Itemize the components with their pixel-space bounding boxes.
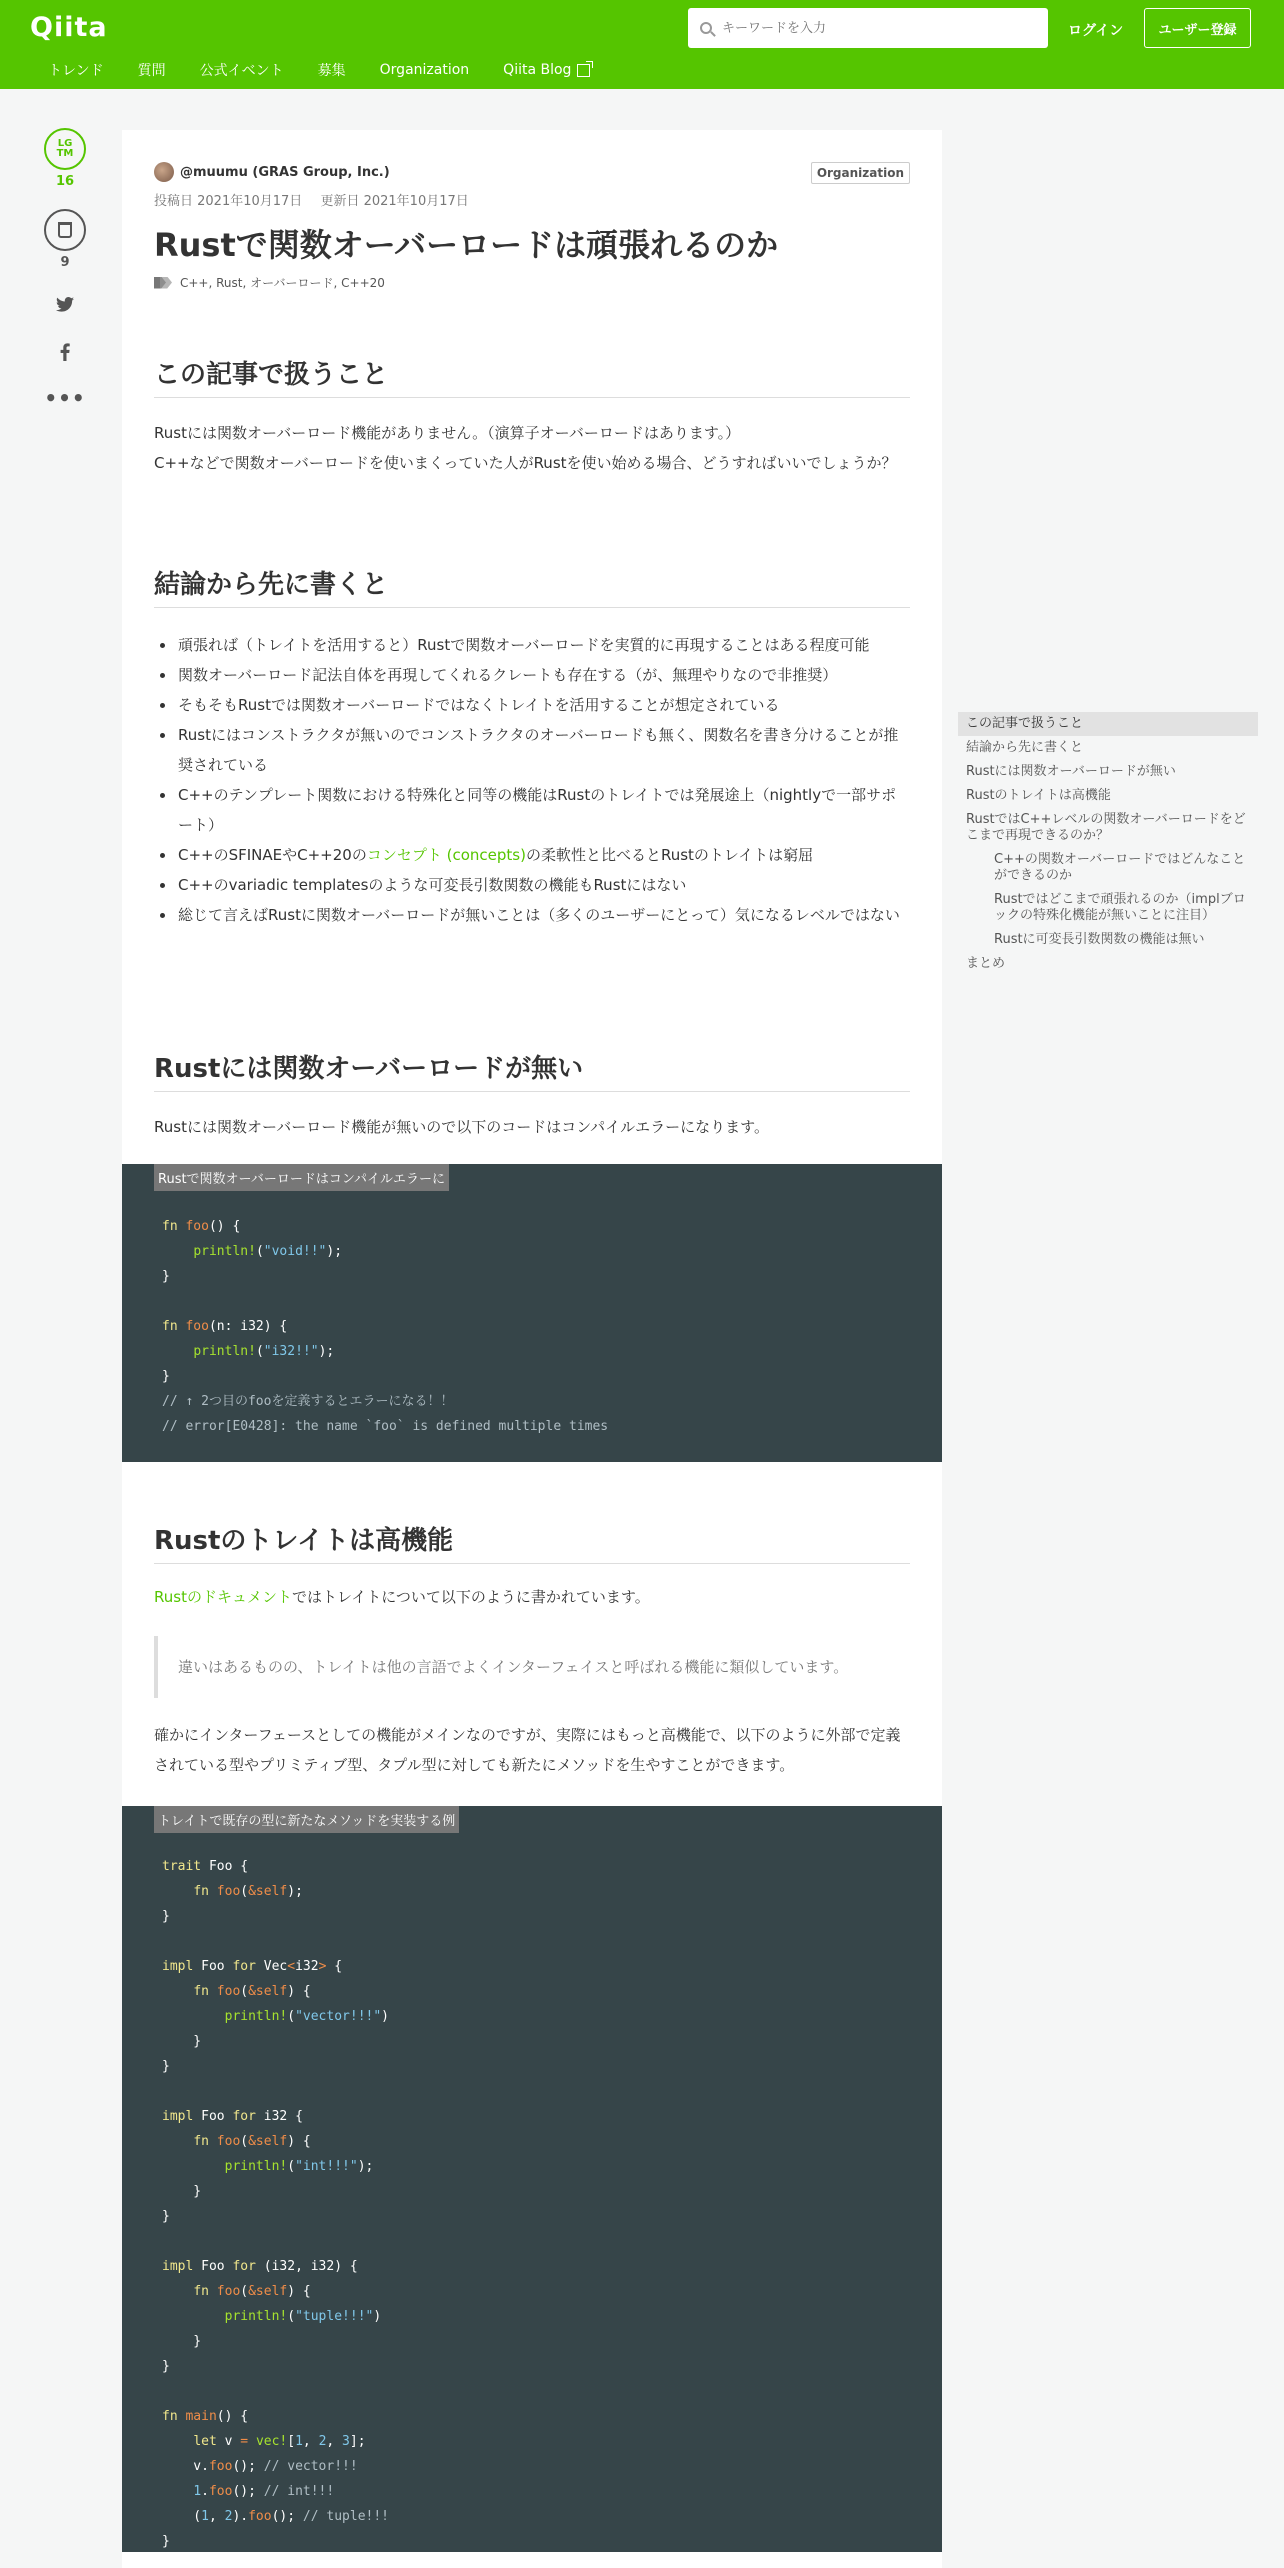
toc-item[interactable]: 結論から先に書くと	[966, 740, 1084, 755]
stock-button[interactable]	[44, 209, 86, 251]
code-content[interactable]: trait Foo { fn foo(&self); } impl Foo for Vec<i32> { fn foo(&self) { println!("vector!!!") } } impl Foo for i32 { fn foo(&self) { println!("int!!!"); } } impl Foo for (i32, i32) { fn foo(&self) { println!("tuple!!!") } } fn main() { let v = vec![1, 2, 3]; v.foo(); // vector!!! 1.foo(); // int!!! (1, 2).foo(); // tuple!!! }	[162, 1859, 389, 2549]
nav-qiita-blog-label: Qiita Blog	[503, 62, 572, 78]
list-item-tail: の柔軟性と比べるとRustのトレイトは窮屈	[525, 846, 814, 864]
section-heading-no-overload: Rustには関数オーバーロードが無い	[154, 1048, 910, 1092]
updated-date: 更新日 2021年10月17日	[320, 194, 469, 209]
article-actions	[44, 128, 86, 410]
facebook-icon[interactable]	[44, 343, 86, 366]
section-heading-scope: この記事で扱うこと	[154, 354, 910, 398]
author-name[interactable]: @muumu (GRAS Group, Inc.)	[180, 164, 390, 180]
toc-item[interactable]: Rustには関数オーバーロードが無い	[966, 764, 1176, 779]
tag-list	[154, 274, 385, 291]
list-item: Rustにはコンストラクタが無いのでコンストラクタのオーバーロードも無く、関数名を書き分けることが推奨されている	[178, 720, 908, 780]
section-trait-intro	[154, 1582, 910, 1612]
qiita-logo[interactable]: Qiita	[30, 12, 108, 43]
code-caption: トレイトで既存の型に新たなメソッドを実装する例	[154, 1806, 459, 1833]
code-content[interactable]: fn foo() { println!("void!!"); } fn foo(n: i32) { println!("i32!!"); } // ↑ 2つ目のfooを定義するとエラーになる！！ // error[E0428]: the name `foo` is defined multiple times	[162, 1219, 609, 1434]
organization-badge[interactable]: Organization	[811, 162, 910, 184]
list-item: 関数オーバーロード記法自体を再現してくれるクレートも存在する（が、無理やりなので非推奨）	[178, 660, 908, 690]
search-box[interactable]	[688, 8, 1048, 48]
section-trait-intro-tail: ではトレイトについて以下のように書かれています。	[291, 1588, 650, 1606]
stock-count: 9	[60, 255, 70, 270]
global-nav	[48, 60, 624, 80]
author-avatar[interactable]	[154, 162, 174, 182]
more-options-button[interactable]: •••	[44, 386, 86, 410]
signup-button[interactable]: ユーザー登録	[1144, 8, 1251, 48]
toc-item[interactable]: C++の関数オーバーロードではどんなことができるのか	[994, 852, 1246, 883]
list-item: C++のテンプレート関数における特殊化と同等の機能はRustのトレイトでは発展途上（nightlyで一部サポート）	[178, 780, 908, 840]
toc-item[interactable]: RustではC++レベルの関数オーバーロードをどこまで再現できるのか？	[966, 812, 1246, 843]
search-input[interactable]	[722, 21, 1022, 36]
concepts-link[interactable]: コンセプト (concepts)	[366, 846, 526, 864]
article-dates	[154, 190, 483, 209]
blockquote: 違いはあるものの、トレイトは他の言語でよくインターフェイスと呼ばれる機能に類似しています。	[154, 1636, 910, 1698]
lgtm-label: LG TM	[56, 138, 74, 159]
twitter-icon[interactable]	[44, 296, 86, 317]
code-block-compile-error	[122, 1164, 942, 1462]
nav-recruit[interactable]: 募集	[317, 63, 346, 79]
section-heading-trait: Rustのトレイトは高機能	[154, 1520, 910, 1564]
section-scope-line2: C++などで関数オーバーロードを使いまくっていた人がRustを使い始める場合、どうすればいいでしょうか？	[154, 454, 897, 472]
stock-icon	[58, 222, 72, 238]
conclusion-list	[178, 630, 908, 930]
tag-icon	[154, 277, 172, 289]
code-caption: Rustで関数オーバーロードはコンパイルエラーに	[154, 1164, 449, 1191]
lgtm-button[interactable]	[44, 128, 86, 170]
nav-trend[interactable]: トレンド	[48, 63, 104, 79]
section-no-overload-text: Rustには関数オーバーロード機能が無いので以下のコードはコンパイルエラーになります。	[154, 1118, 769, 1136]
section-trait-para: 確かにインターフェースとしての機能がメインなのですが、実際にはもっと高機能で、以下のように外部で定義されている型やプリミティブ型、タプル型に対しても新たにメソッドを生やすことができます。	[154, 1726, 901, 1774]
list-item: 頑張れば（トレイトを活用すると）Rustで関数オーバーロードを実質的に再現することはある程度可能	[178, 630, 908, 660]
search-icon	[700, 22, 712, 34]
section-heading-conclusion: 結論から先に書くと	[154, 564, 910, 608]
rust-docs-link[interactable]: Rustのドキュメント	[154, 1588, 292, 1606]
list-item: そもそもRustでは関数オーバーロードではなくトレイトを活用することが想定されている	[178, 690, 908, 720]
posted-date: 投稿日 2021年10月17日	[154, 194, 303, 209]
external-link-icon	[577, 64, 590, 77]
login-link[interactable]: ログイン	[1068, 23, 1124, 39]
list-item-text: C++のSFINAEやC++20の	[178, 846, 367, 864]
global-header	[0, 0, 1284, 89]
list-item	[178, 840, 908, 870]
code-block-trait-example	[122, 1806, 942, 2552]
table-of-contents	[958, 712, 1258, 976]
nav-qiita-blog[interactable]	[503, 60, 590, 80]
list-item: 総じて言えばRustに関数オーバーロードが無いことは（多くのユーザーにとって）気になるレベルではない	[178, 900, 908, 930]
toc-item[interactable]: Rustではどこまで頑張れるのか（implブロックの特殊化機能が無いことに注目）	[994, 892, 1246, 923]
lgtm-count: 16	[55, 174, 75, 189]
toc-item[interactable]: Rustのトレイトは高機能	[966, 788, 1111, 803]
toc-item[interactable]: まとめ	[966, 956, 1006, 971]
article-title: Rustで関数オーバーロードは頑張れるのか	[154, 226, 779, 264]
toc-item[interactable]: Rustに可変長引数関数の機能は無い	[994, 932, 1205, 947]
list-item: C++のvariadic templatesのような可変長引数関数の機能もRustにはない	[178, 870, 908, 900]
section-scope-line1: Rustには関数オーバーロード機能がありません。（演算子オーバーロードはあります。）	[154, 424, 741, 442]
nav-questions[interactable]: 質問	[137, 63, 166, 79]
article-card	[122, 130, 942, 2568]
author-row	[154, 162, 390, 182]
tags-text[interactable]: C++, Rust, オーバーロード, C++20	[180, 276, 385, 290]
toc-item[interactable]: この記事で扱うこと	[958, 712, 1258, 736]
nav-organization[interactable]: Organization	[379, 62, 470, 78]
nav-events[interactable]: 公式イベント	[199, 63, 284, 79]
